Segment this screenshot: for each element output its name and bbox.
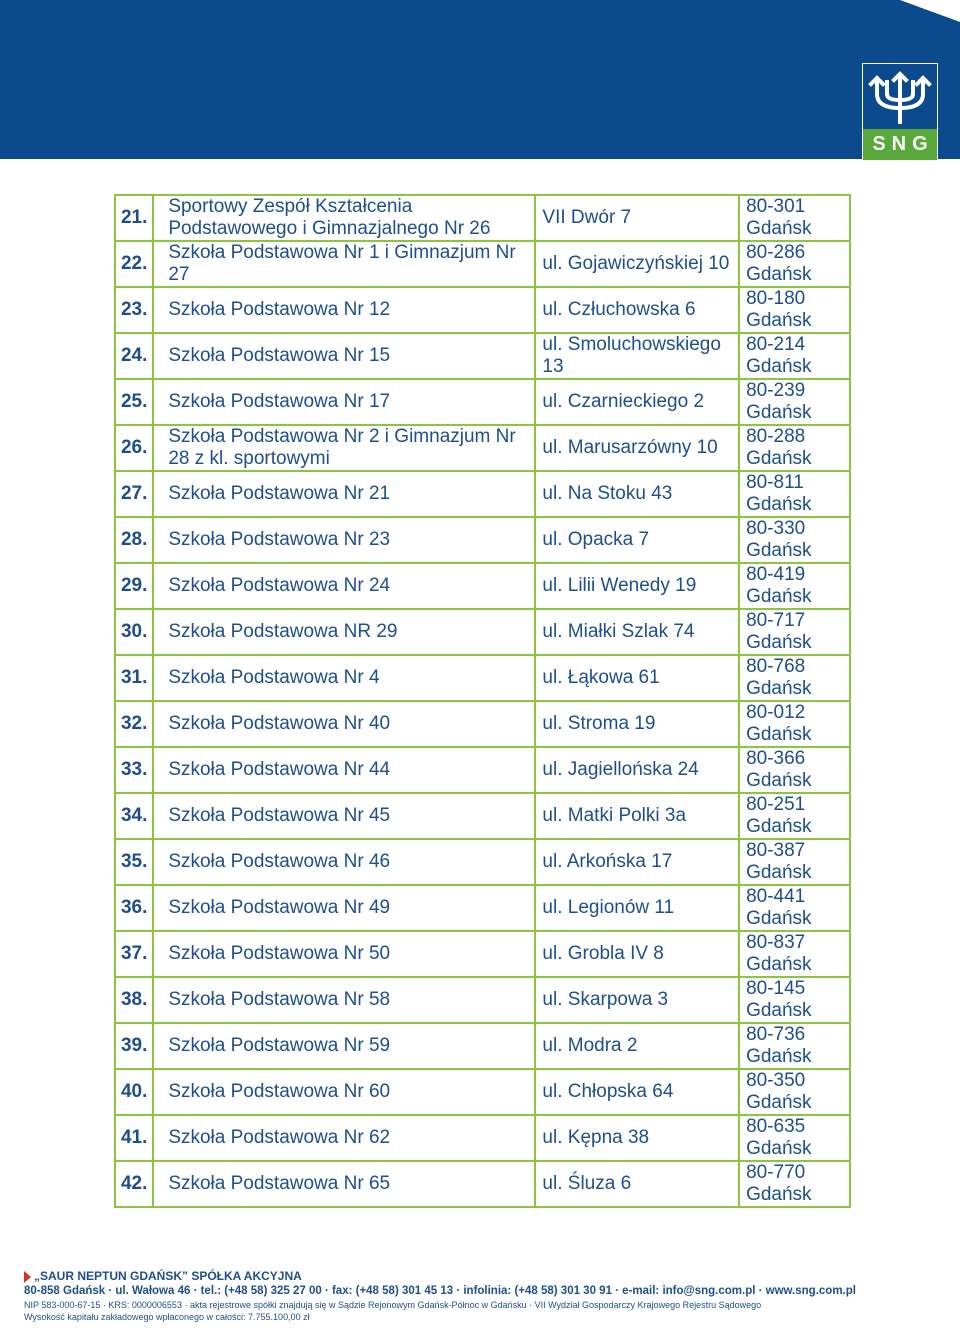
table-row: [115, 931, 850, 977]
school-name: Szkoła Podstawowa Nr 44: [168, 759, 391, 780]
street-cell: [535, 471, 739, 517]
street-address: ul. Łąkowa 61: [542, 667, 660, 688]
school-name: Szkoła Podstawowa Nr 49: [168, 897, 391, 918]
arrow-icon: [24, 1271, 31, 1283]
header-corner: [900, 0, 960, 22]
city-name: Gdańsk: [746, 1092, 812, 1113]
street-cell: [535, 333, 739, 379]
schools-table: [114, 194, 851, 1208]
postal-code: 80-387: [746, 840, 806, 861]
city-name: Gdańsk: [746, 264, 812, 285]
school-name-cell: [153, 379, 535, 425]
row-number: 42.: [120, 1173, 148, 1194]
postal-code: 80-214: [746, 334, 806, 355]
city-name: Gdańsk: [746, 724, 812, 745]
city-name: Gdańsk: [746, 448, 812, 469]
postal-code: 80-301: [746, 196, 806, 217]
row-number: 30.: [120, 621, 148, 642]
street-address: ul. Kępna 38: [542, 1127, 650, 1148]
table-row: [115, 517, 850, 563]
row-number: 40.: [120, 1081, 148, 1102]
street-address: VII Dwór 7: [542, 207, 632, 228]
row-number-cell: [115, 517, 153, 563]
row-number: 25.: [120, 391, 148, 412]
street-address: ul. Marusarzówny 10: [542, 437, 718, 458]
school-name: Sportowy Zespół Kształcenia Podstawowego i Gimnazjalnego Nr 26: [168, 196, 491, 239]
row-number: 26.: [120, 437, 148, 458]
city-name: Gdańsk: [746, 402, 812, 423]
street-address: ul. Gojawiczyńskiej 10: [542, 253, 730, 274]
row-number-cell: [115, 563, 153, 609]
school-name: Szkoła Podstawowa Nr 59: [168, 1035, 391, 1056]
street-cell: [535, 977, 739, 1023]
contact-line: 80-858 Gdańsk · ul. Wałowa 46 · tel.: (+48 58) 325 27 00 · fax: (+48 58) 301 45 13 · infolinia: (+48 58) 301 30 91 · e-mail: info@sng.com.pl · www.sng.com.pl: [24, 1285, 856, 1297]
row-number-cell: [115, 793, 153, 839]
postal-code: 80-180: [746, 288, 806, 309]
school-name-cell: [153, 839, 535, 885]
postal-code: 80-330: [746, 518, 806, 539]
table-row: [115, 885, 850, 931]
school-name-cell: [153, 195, 535, 241]
school-name-cell: [153, 333, 535, 379]
school-name-cell: [153, 701, 535, 747]
schools-table-body: [115, 195, 850, 1207]
city-name: Gdańsk: [746, 494, 812, 515]
table-row: [115, 793, 850, 839]
legal-line-1: NIP 583-000-67-15 · KRS: 0000006553 · akta rejestrowe spółki znajdują się w Sądzie Rejonowym Gdańsk-Północ w Gdańsku · VII Wydział Gospodarczy Krajowego Rejestru Sądowego: [24, 1300, 762, 1310]
table-row: [115, 195, 850, 241]
school-name: Szkoła Podstawowa Nr 40: [168, 713, 391, 734]
row-number: 29.: [120, 575, 148, 596]
postal-cell: [739, 517, 850, 563]
sng-logo: [862, 63, 938, 161]
school-name-cell: [153, 517, 535, 563]
school-name-cell: [153, 931, 535, 977]
postal-code: 80-736: [746, 1024, 806, 1045]
postal-cell: [739, 977, 850, 1023]
postal-code: 80-717: [746, 610, 806, 631]
postal-cell: [739, 655, 850, 701]
row-number: 32.: [120, 713, 148, 734]
postal-cell: [739, 931, 850, 977]
row-number: 36.: [120, 897, 148, 918]
city-name: Gdańsk: [746, 816, 812, 837]
row-number-cell: [115, 885, 153, 931]
street-cell: [535, 885, 739, 931]
row-number-cell: [115, 1069, 153, 1115]
city-name: Gdańsk: [746, 954, 812, 975]
row-number: 34.: [120, 805, 148, 826]
school-name-cell: [153, 1023, 535, 1069]
school-name-cell: [153, 241, 535, 287]
street-cell: [535, 379, 739, 425]
row-number: 31.: [120, 667, 148, 688]
street-cell: [535, 1161, 739, 1207]
school-name-cell: [153, 793, 535, 839]
table-row: [115, 701, 850, 747]
city-name: Gdańsk: [746, 908, 812, 929]
street-address: ul. Smoluchowskiego 13: [542, 334, 721, 377]
postal-cell: [739, 1115, 850, 1161]
school-name: Szkoła Podstawowa Nr 65: [168, 1173, 391, 1194]
street-cell: [535, 517, 739, 563]
street-cell: [535, 425, 739, 471]
row-number: 27.: [120, 483, 148, 504]
street-address: ul. Na Stoku 43: [542, 483, 673, 504]
postal-code: 80-251: [746, 794, 806, 815]
postal-code: 80-145: [746, 978, 806, 999]
street-address: ul. Jagiellońska 24: [542, 759, 699, 780]
street-cell: [535, 609, 739, 655]
table-row: [115, 1115, 850, 1161]
postal-cell: [739, 241, 850, 287]
postal-code: 80-239: [746, 380, 806, 401]
table-row: [115, 655, 850, 701]
row-number-cell: [115, 655, 153, 701]
street-cell: [535, 701, 739, 747]
school-name: Szkoła Podstawowa Nr 17: [168, 391, 391, 412]
footer-company-line: [24, 1269, 924, 1284]
row-number: 41.: [120, 1127, 148, 1148]
school-name: Szkoła Podstawowa Nr 12: [168, 299, 391, 320]
postal-cell: [739, 793, 850, 839]
street-cell: [535, 563, 739, 609]
city-name: Gdańsk: [746, 770, 812, 791]
postal-cell: [739, 333, 850, 379]
postal-code: 80-366: [746, 748, 806, 769]
street-address: ul. Skarpowa 3: [542, 989, 669, 1010]
table-row: [115, 379, 850, 425]
company-name: „SAUR NEPTUN GDAŃSK” SPÓŁKA AKCYJNA: [34, 1269, 302, 1283]
row-number: 33.: [120, 759, 148, 780]
postal-cell: [739, 425, 850, 471]
table-row: [115, 241, 850, 287]
row-number: 21.: [120, 207, 148, 228]
row-number-cell: [115, 379, 153, 425]
row-number: 37.: [120, 943, 148, 964]
table-row: [115, 333, 850, 379]
street-cell: [535, 195, 739, 241]
postal-cell: [739, 1161, 850, 1207]
school-name: Szkoła Podstawowa Nr 45: [168, 805, 391, 826]
postal-code: 80-837: [746, 932, 806, 953]
street-address: ul. Grobla IV 8: [542, 943, 664, 964]
street-cell: [535, 1023, 739, 1069]
row-number-cell: [115, 425, 153, 471]
row-number: 39.: [120, 1035, 148, 1056]
footer: [24, 1269, 924, 1323]
street-address: ul. Miałki Szlak 74: [542, 621, 695, 642]
row-number-cell: [115, 1115, 153, 1161]
postal-code: 80-288: [746, 426, 806, 447]
school-name-cell: [153, 1069, 535, 1115]
street-address: ul. Matki Polki 3a: [542, 805, 687, 826]
table-row: [115, 747, 850, 793]
postal-code: 80-441: [746, 886, 806, 907]
table-row: [115, 425, 850, 471]
street-cell: [535, 1115, 739, 1161]
postal-cell: [739, 471, 850, 517]
street-address: ul. Czarnieckiego 2: [542, 391, 705, 412]
school-name-cell: [153, 885, 535, 931]
table-row: [115, 609, 850, 655]
street-cell: [535, 931, 739, 977]
city-name: Gdańsk: [746, 678, 812, 699]
row-number-cell: [115, 977, 153, 1023]
school-name: Szkoła Podstawowa Nr 4: [168, 667, 380, 688]
school-name-cell: [153, 563, 535, 609]
postal-code: 80-286: [746, 242, 806, 263]
city-name: Gdańsk: [746, 632, 812, 653]
postal-cell: [739, 1069, 850, 1115]
school-name: Szkoła Podstawowa Nr 24: [168, 575, 391, 596]
table-row: [115, 1069, 850, 1115]
row-number-cell: [115, 287, 153, 333]
table-row: [115, 287, 850, 333]
table-row: [115, 839, 850, 885]
school-name: Szkoła Podstawowa Nr 58: [168, 989, 391, 1010]
postal-cell: [739, 609, 850, 655]
school-name: Szkoła Podstawowa Nr 62: [168, 1127, 391, 1148]
school-name: Szkoła Podstawowa Nr 15: [168, 345, 391, 366]
city-name: Gdańsk: [746, 586, 812, 607]
row-number-cell: [115, 1161, 153, 1207]
city-name: Gdańsk: [746, 310, 812, 331]
school-name: Szkoła Podstawowa NR 29: [168, 621, 398, 642]
city-name: Gdańsk: [746, 1138, 812, 1159]
postal-cell: [739, 839, 850, 885]
city-name: Gdańsk: [746, 1184, 812, 1205]
school-name-cell: [153, 425, 535, 471]
street-address: ul. Stroma 19: [542, 713, 656, 734]
postal-cell: [739, 379, 850, 425]
trident-icon: [863, 64, 937, 128]
row-number-cell: [115, 471, 153, 517]
school-name-cell: [153, 287, 535, 333]
row-number-cell: [115, 701, 153, 747]
school-name-cell: [153, 977, 535, 1023]
street-cell: [535, 747, 739, 793]
postal-cell: [739, 195, 850, 241]
row-number-cell: [115, 839, 153, 885]
row-number-cell: [115, 931, 153, 977]
postal-cell: [739, 701, 850, 747]
street-address: ul. Opacka 7: [542, 529, 650, 550]
legal-line-2: Wysokość kapitału zakładowego wpłaconego w całości: 7.755.100,00 zł: [24, 1312, 310, 1322]
postal-code: 80-012: [746, 702, 806, 723]
school-name-cell: [153, 655, 535, 701]
street-cell: [535, 287, 739, 333]
street-address: ul. Legionów 11: [542, 897, 675, 918]
city-name: Gdańsk: [746, 862, 812, 883]
street-address: ul. Lilii Wenedy 19: [542, 575, 697, 596]
row-number-cell: [115, 1023, 153, 1069]
postal-cell: [739, 563, 850, 609]
table-row: [115, 1023, 850, 1069]
street-cell: [535, 793, 739, 839]
postal-cell: [739, 1023, 850, 1069]
postal-cell: [739, 287, 850, 333]
street-cell: [535, 241, 739, 287]
street-cell: [535, 1069, 739, 1115]
row-number-cell: [115, 747, 153, 793]
row-number: 24.: [120, 345, 148, 366]
postal-code: 80-768: [746, 656, 806, 677]
table-row: [115, 563, 850, 609]
school-name-cell: [153, 471, 535, 517]
row-number: 23.: [120, 299, 148, 320]
city-name: Gdańsk: [746, 1046, 812, 1067]
school-name: Szkoła Podstawowa Nr 1 i Gimnazjum Nr 27: [168, 242, 516, 285]
city-name: Gdańsk: [746, 1000, 812, 1021]
street-cell: [535, 655, 739, 701]
street-address: ul. Człuchowska 6: [542, 299, 696, 320]
school-name-cell: [153, 747, 535, 793]
table-row: [115, 471, 850, 517]
postal-code: 80-770: [746, 1162, 806, 1183]
row-number: 22.: [120, 253, 148, 274]
table-row: [115, 1161, 850, 1207]
row-number-cell: [115, 333, 153, 379]
city-name: Gdańsk: [746, 356, 812, 377]
row-number: 38.: [120, 989, 148, 1010]
school-name: Szkoła Podstawowa Nr 50: [168, 943, 391, 964]
school-name: Szkoła Podstawowa Nr 60: [168, 1081, 391, 1102]
row-number-cell: [115, 241, 153, 287]
city-name: Gdańsk: [746, 218, 812, 239]
street-address: ul. Arkońska 17: [542, 851, 673, 872]
street-address: ul. Chłopska 64: [542, 1081, 674, 1102]
postal-cell: [739, 885, 850, 931]
postal-code: 80-350: [746, 1070, 806, 1091]
row-number-cell: [115, 195, 153, 241]
table-row: [115, 977, 850, 1023]
school-name-cell: [153, 1161, 535, 1207]
postal-code: 80-811: [746, 472, 804, 493]
school-name: Szkoła Podstawowa Nr 46: [168, 851, 391, 872]
city-name: Gdańsk: [746, 540, 812, 561]
postal-code: 80-419: [746, 564, 806, 585]
school-name: Szkoła Podstawowa Nr 2 i Gimnazjum Nr 28 z kl. sportowymi: [168, 426, 516, 469]
row-number-cell: [115, 609, 153, 655]
street-address: ul. Modra 2: [542, 1035, 638, 1056]
row-number: 35.: [120, 851, 148, 872]
row-number: 28.: [120, 529, 148, 550]
logo-text: SNG: [863, 129, 937, 160]
school-name: Szkoła Podstawowa Nr 21: [168, 483, 391, 504]
school-name: Szkoła Podstawowa Nr 23: [168, 529, 391, 550]
street-cell: [535, 839, 739, 885]
street-address: ul. Śluza 6: [542, 1173, 632, 1194]
postal-cell: [739, 747, 850, 793]
school-name-cell: [153, 1115, 535, 1161]
postal-code: 80-635: [746, 1116, 806, 1137]
header-band: [0, 0, 960, 159]
school-name-cell: [153, 609, 535, 655]
